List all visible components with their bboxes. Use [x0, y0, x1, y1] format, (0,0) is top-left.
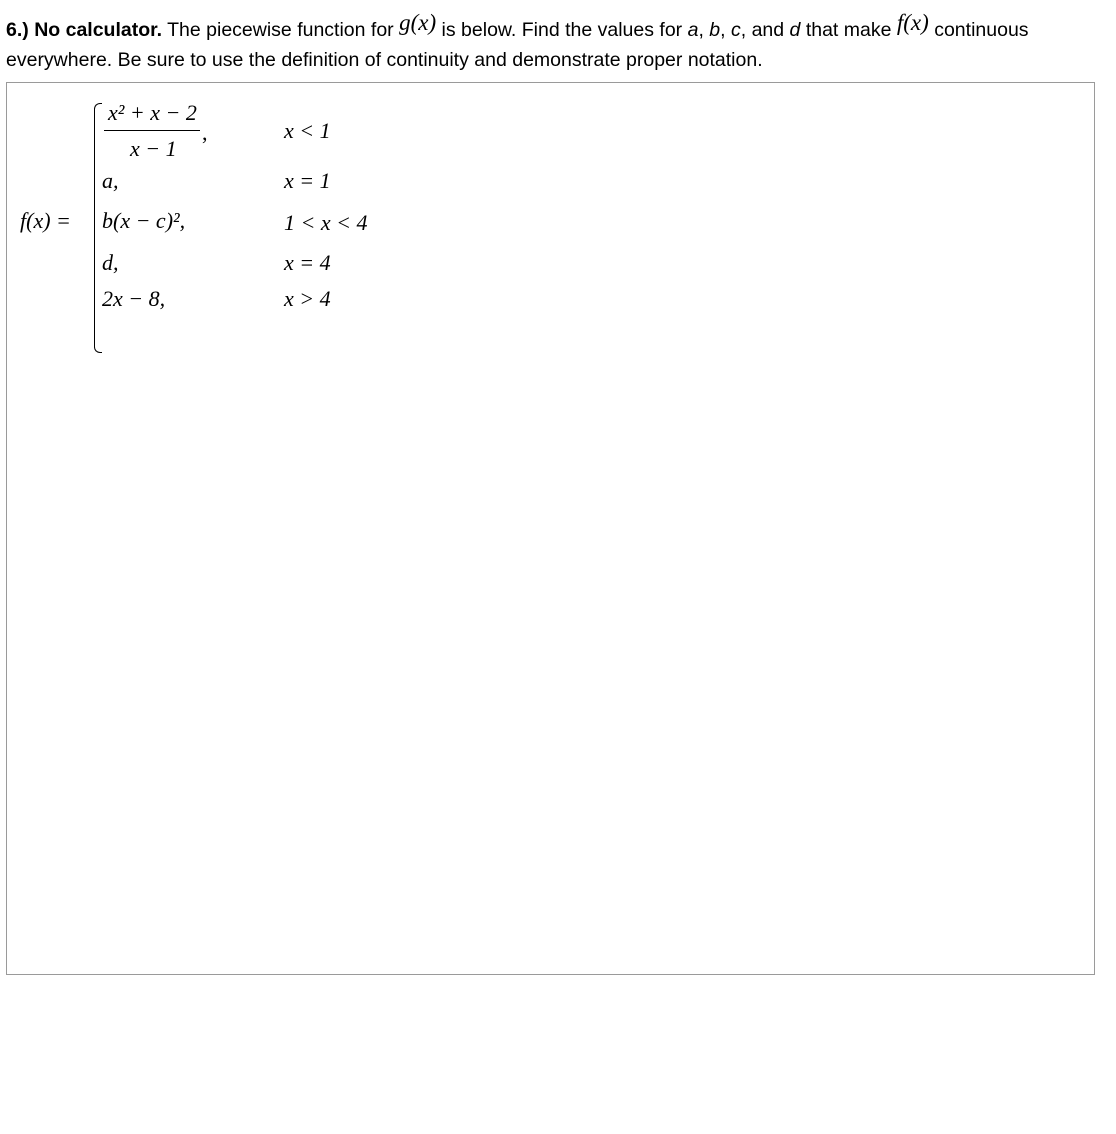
piece-1-comma: , [202, 120, 208, 145]
var-a: a [687, 19, 699, 41]
question-prompt [6, 10, 1110, 75]
question-text-3: that make [800, 19, 897, 41]
piece-4-expr: d, [102, 250, 119, 275]
piece-1-denominator: x − 1 [130, 136, 177, 161]
g-of-x: g(x) [399, 10, 437, 35]
piece-1-condition: x < 1 [284, 118, 331, 143]
piece-5-expr: 2x − 8, [102, 286, 166, 311]
piece-1-fraction-bar [104, 130, 200, 131]
question-bold-lead: No calculator. [34, 19, 163, 41]
var-b: b [709, 19, 721, 41]
sep-2: , [720, 19, 731, 41]
var-c: c [731, 19, 741, 41]
piece-3-expr: b(x − c)², [102, 208, 186, 233]
piece-5-condition: x > 4 [284, 286, 331, 311]
question-number: 6.) [6, 19, 29, 41]
sep-1: , [698, 19, 710, 41]
function-lhs: f(x) = [20, 208, 71, 233]
piece-4-condition: x = 4 [284, 250, 331, 275]
piece-2-expr: a, [102, 168, 119, 193]
f-of-x: f(x) [896, 10, 929, 35]
piecewise-brace [94, 103, 102, 353]
question-text-2: is below. Find the values for [436, 19, 688, 41]
piece-2-condition: x = 1 [284, 168, 331, 193]
piece-3-condition: 1 < x < 4 [284, 210, 368, 235]
question-text-1: The piecewise function for [162, 19, 400, 41]
sep-3: , and [740, 19, 790, 41]
question-text-4: continuous everywhere. Be sure to use the definition of continuity and demonstrate proper notation. [6, 19, 1029, 71]
piece-1-numerator: x² + x − 2 [108, 100, 197, 125]
var-d: d [789, 19, 801, 41]
